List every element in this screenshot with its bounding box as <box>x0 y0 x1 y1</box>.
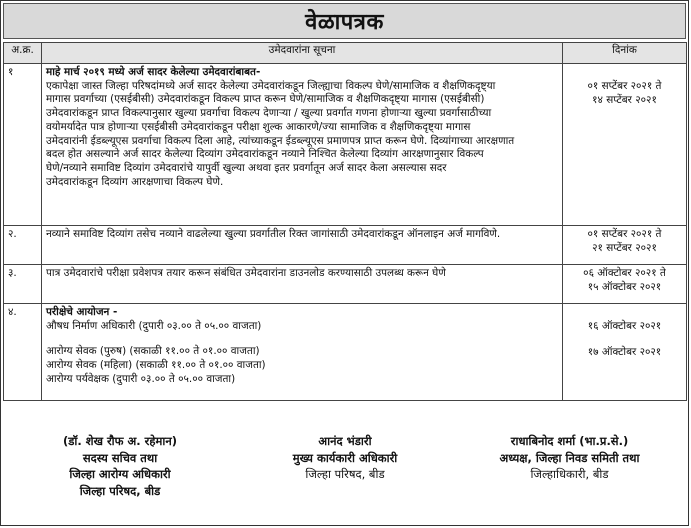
row-sr: ४. <box>4 304 42 401</box>
row-text-line: उमेदवारांनी ईडब्ल्यूएस प्रवर्गाचा विकल्प दिला आहे, त्यांच्याकडून ईडब्ल्यूएस प्रमाणपत्र प्राप्त करून घेणे. दिव्यांगाच्या आरक्षणात <box>46 134 515 147</box>
signatory-health-officer <box>5 433 235 500</box>
row-sr: २. <box>4 226 42 265</box>
date-start: ०१ सप्टेंबर २०२१ ते <box>587 228 662 240</box>
row-text-line: घेणे/नव्याने समाविष्ट दिव्यांग उमेदवारांचे यापुर्वी खुल्या अथवा इतर प्रवर्गातून अर्ज सादर केला असल्यास सदर <box>46 162 447 175</box>
table-row <box>4 64 687 226</box>
table-row <box>4 265 687 304</box>
row-date <box>563 226 687 265</box>
exam-item: आरोग्य सेवक (महिला) (सकाळी ११.०० ते ०१.०० वाजता) <box>46 359 266 372</box>
table-header-row <box>4 43 687 64</box>
header-date: दिनांक <box>563 43 687 64</box>
table-row <box>4 304 687 401</box>
page-title: वेळापत्रक <box>305 10 384 35</box>
exam-date-2: १७ ऑक्टोबर २०२१ <box>587 345 662 358</box>
signatory-office: जिल्हा परिषद, बीड <box>79 484 161 499</box>
signatory-name: (डॉ. शेख रौफ अ. रहेमान) <box>62 434 177 448</box>
row-text-line: उमेदवारांकडून दिव्यांग आरक्षणाचा विकल्प घेणे. <box>46 175 224 188</box>
row-instructions <box>42 304 563 401</box>
title-bar <box>3 3 686 39</box>
signatory-name: राधाबिनोद शर्मा (भा.प्र.से.) <box>510 434 629 448</box>
exam-date-1: १६ ऑक्टोबर २०२१ <box>587 320 662 332</box>
date-start: ०६ ऑक्टोबर २०२१ ते <box>583 267 666 279</box>
signatory-office: जिल्हा परिषद, बीड <box>305 467 385 482</box>
signatory-name: आनंद भंडारी <box>318 434 372 448</box>
header-sr: अ.क्र. <box>4 43 42 64</box>
row-text-line: उमेदवारांकडून प्राप्त विकल्पानुसार खुल्या प्रवर्गाचा विकल्प देणाऱ्या / खुल्या प्रवर्गात गणना होणाऱ्या खुल्या प्रवर्गासाठीच्या <box>46 107 492 120</box>
schedule-table <box>3 42 687 401</box>
row-text-line: मागास प्रवर्गाच्या (एसईबीसी) उमेदवारांकडून विकल्प प्राप्त करून घेणे/सामाजिक व शैक्षणिकदृष्ट्या मागास (एसईबीसी) <box>46 93 485 106</box>
exam-item: आरोग्य पर्यवेक्षक (दुपारी ०३.०० ते ०५.०० वाजता) <box>46 372 236 385</box>
signatory-ceo <box>235 433 455 483</box>
table-row <box>4 226 687 265</box>
row-instructions: पात्र उमेदवारांचे परीक्षा प्रवेशपत्र तयार करून संबंधित उमेदवारांना डाउनलोड करण्यासाठी उपलब्ध करून घेणे <box>42 265 563 304</box>
signature-area <box>3 431 686 523</box>
signatory-title: अध्यक्ष, जिल्हा निवड समिती तथा <box>499 450 640 465</box>
header-instructions: उमेदवारांना सूचना <box>42 43 563 64</box>
exam-item: आरोग्य सेवक (पुरुष) (सकाळी ११.०० ते ०१.०० वाजता) <box>46 345 260 358</box>
row-text-line: बदल होत असल्याने अर्ज सादर केलेल्या दिव्यांग उमेदवारांकडून नव्याने निश्चित केलेल्या दिव्यांग आरक्षणानुसार विकल्प <box>46 148 484 161</box>
row-text-line: वयोमर्यादेत पात्र होणाऱ्या एसईबीसी उमेदवारांकडून परीक्षा शुल्क आकारणे/ज्या सामाजिक व शैक्षणिकदृष्ट्या मागास <box>46 120 471 133</box>
row-instructions: नव्याने समाविष्ट दिव्यांग तसेच नव्याने वाढलेल्या खुल्या प्रवर्गातील रिक्त जागांसाठी उमेदवारांकडून ऑनलाइन अर्ज मागविणे. <box>42 226 563 265</box>
signatory-title: मुख्य कार्यकारी अधिकारी <box>292 450 398 465</box>
date-end: १४ सप्टेंबर २०२१ <box>592 93 657 106</box>
row-instructions <box>42 64 563 226</box>
row-sr: ३. <box>4 265 42 304</box>
exam-item: औषध निर्माण अधिकारी (दुपारी ०३.०० ते ०५.०० वाजता) <box>46 319 262 332</box>
row-sr: १ <box>4 64 42 226</box>
date-end: २१ सप्टेंबर २०२१ <box>592 241 657 254</box>
row-heading: माहे मार्च २०१९ मध्ये अर्ज सादर केलेल्या उमेदवारांबाबत- <box>46 66 261 78</box>
signatory-office: जिल्हाधिकारी, बीड <box>530 467 609 482</box>
signatory-title: सदस्य सचिव तथा <box>82 450 158 465</box>
row-heading: परीक्षेचे आयोजन - <box>46 306 118 318</box>
row-date <box>563 64 687 226</box>
row-date <box>563 304 687 401</box>
date-start: ०१ सप्टेंबर २०२१ ते <box>587 80 662 92</box>
date-end: १५ ऑक्टोबर २०२१ <box>587 280 662 293</box>
row-text-line: एकापेक्षा जास्त जिल्हा परिषदांमध्ये अर्ज सादर केलेल्या उमेदवारांकडून जिल्ह्याचा विकल्प घेणे/सामाजिक व शैक्षणिकदृष्ट्या <box>46 79 496 92</box>
signatory-collector <box>455 433 684 483</box>
row-date <box>563 265 687 304</box>
signatory-title: जिल्हा आरोग्य अधिकारी <box>69 467 171 482</box>
